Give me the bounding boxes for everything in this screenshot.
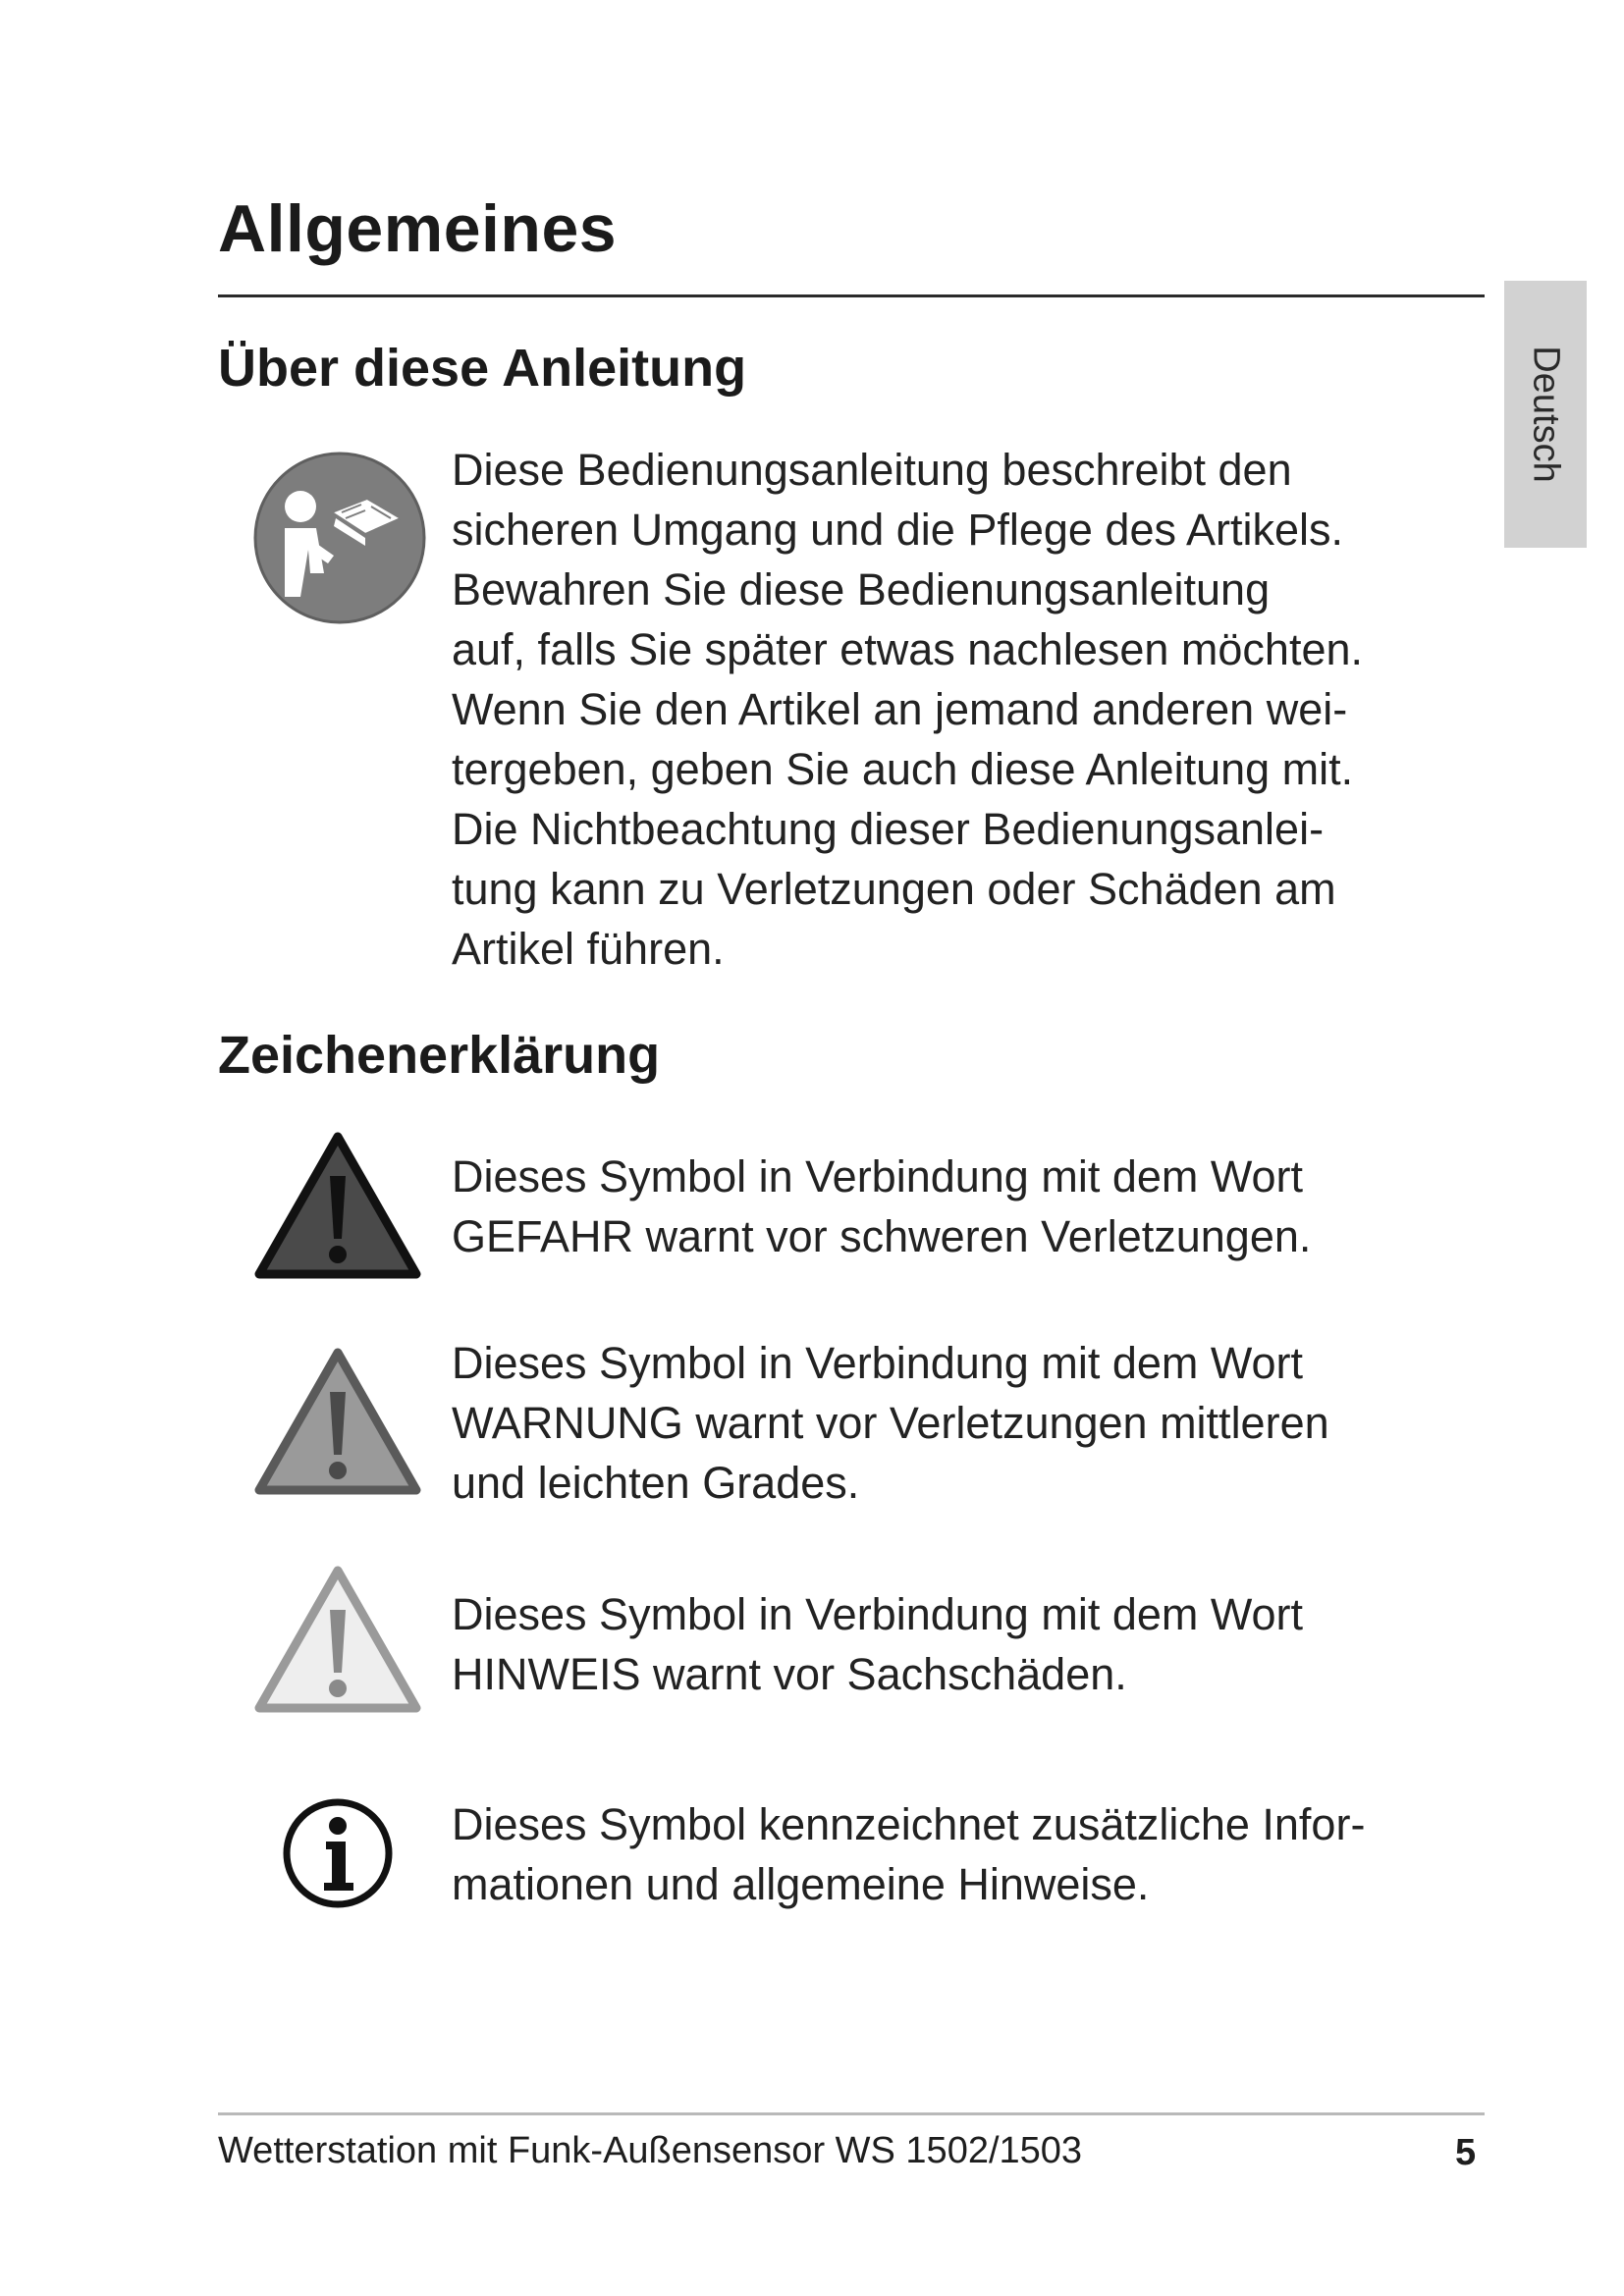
about-line: tung kann zu Verletzungen oder Schäden am [452, 864, 1336, 914]
notice-triangle-icon [253, 1565, 422, 1716]
legend-line: Dieses Symbol in Verbindung mit dem Wort [452, 1589, 1304, 1639]
info-icon [281, 1796, 395, 1910]
legend-text-notice [452, 1584, 1512, 1704]
read-manual-icon [251, 450, 428, 626]
legend-text-warning [452, 1333, 1512, 1513]
legend-line: Dieses Symbol kennzeichnet zusätzliche Infor- [452, 1799, 1366, 1849]
about-paragraph [452, 440, 1512, 979]
about-line: Diese Bedienungsanleitung beschreibt den [452, 445, 1292, 495]
section-heading-about: Über diese Anleitung [218, 339, 747, 398]
danger-warning-triangle-icon [253, 1131, 422, 1282]
language-tab-label: Deutsch [1525, 346, 1567, 483]
legend-line: Dieses Symbol in Verbindung mit dem Wort [452, 1338, 1304, 1388]
page-title: Allgemeines [218, 191, 618, 266]
legend-line: mationen und allgemeine Hinweise. [452, 1859, 1150, 1909]
about-line: Artikel führen. [452, 924, 725, 974]
section-heading-legend: Zeichenerklärung [218, 1026, 661, 1085]
about-line: Die Nichtbeachtung dieser Bedienungsanlei- [452, 804, 1325, 854]
about-line: sicheren Umgang und die Pflege des Artikels. [452, 505, 1344, 555]
language-side-tab [1504, 281, 1587, 548]
legend-line: Dieses Symbol in Verbindung mit dem Wort [452, 1151, 1304, 1201]
title-divider [218, 294, 1485, 297]
legend-line: und leichten Grades. [452, 1458, 860, 1508]
legend-line: GEFAHR warnt vor schweren Verletzungen. [452, 1211, 1312, 1261]
about-line: Bewahren Sie diese Bedienungsanleitung [452, 564, 1271, 614]
page-number: 5 [1455, 2132, 1477, 2173]
footer-product-name: Wetterstation mit Funk-Außensensor WS 1502/1503 [218, 2130, 1083, 2171]
about-line: tergeben, geben Sie auch diese Anleitung mit. [452, 744, 1354, 794]
legend-line: HINWEIS warnt vor Sachschäden. [452, 1649, 1127, 1699]
legend-text-danger [452, 1147, 1512, 1266]
legend-line: WARNUNG warnt vor Verletzungen mittleren [452, 1398, 1329, 1448]
warning-triangle-icon [253, 1347, 422, 1498]
footer-divider [218, 2112, 1485, 2115]
about-line: auf, falls Sie später etwas nachlesen möchten. [452, 624, 1364, 674]
about-line: Wenn Sie den Artikel an jemand anderen wei- [452, 684, 1348, 734]
legend-text-info [452, 1794, 1512, 1914]
